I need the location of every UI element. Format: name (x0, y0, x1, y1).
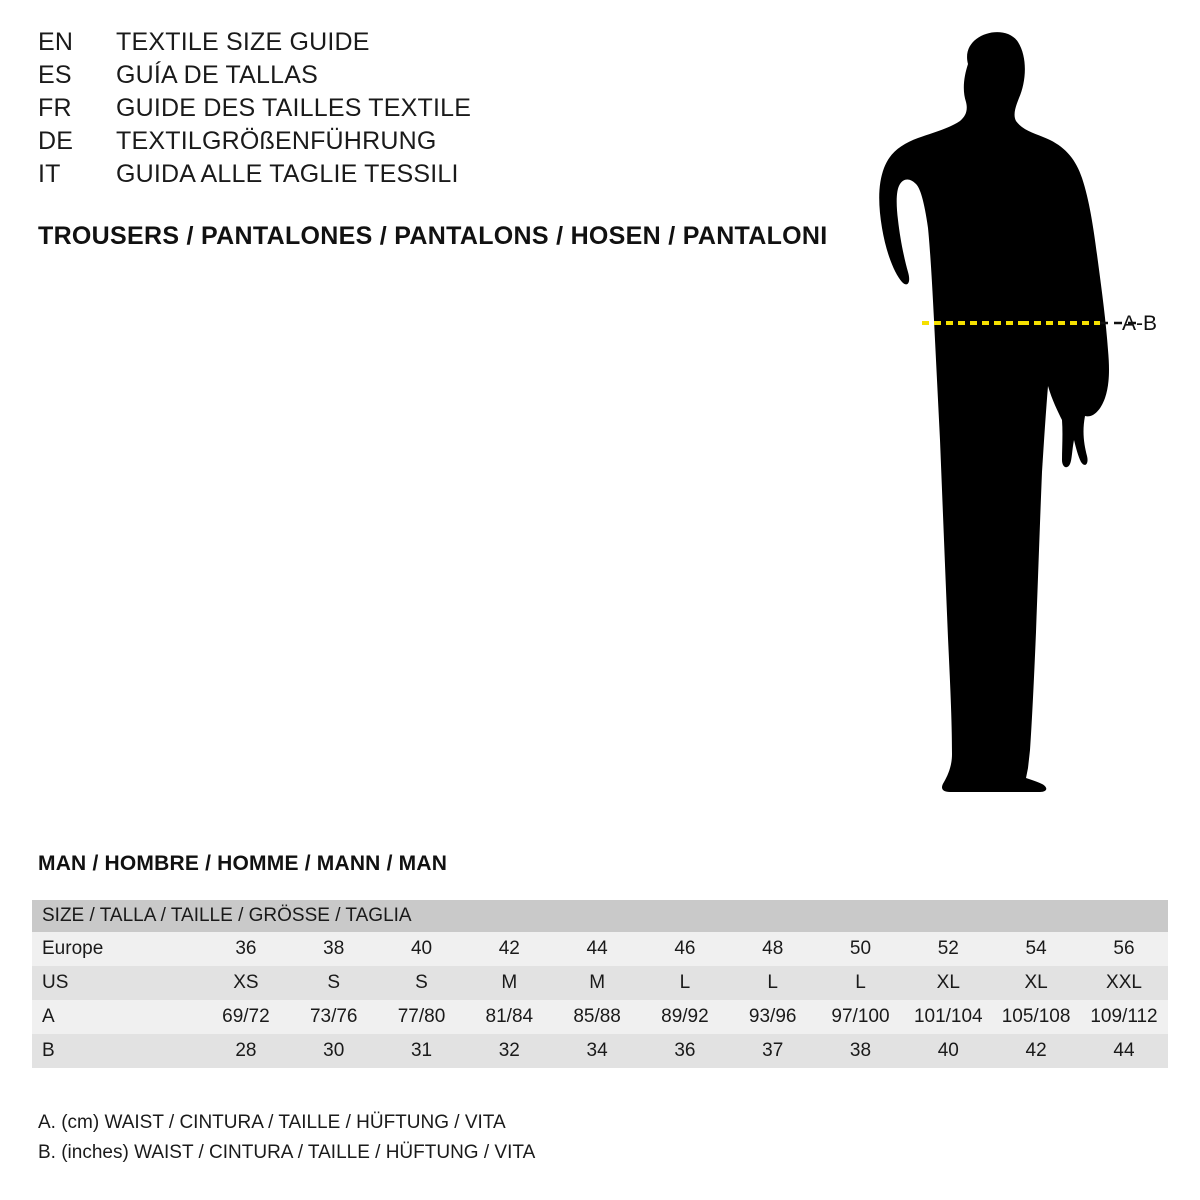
row-label: Europe (32, 932, 202, 966)
garment-title: TROUSERS / PANTALONES / PANTALONS / HOSEN / PANTALONI (38, 222, 828, 250)
cell: 40 (378, 932, 466, 966)
cell: 44 (1080, 1034, 1168, 1068)
cell: 109/112 (1080, 1000, 1168, 1034)
language-row (38, 127, 798, 160)
cell: 54 (992, 932, 1080, 966)
language-code: FR (38, 94, 72, 122)
cell: L (817, 966, 905, 1000)
row-label: A (32, 1000, 202, 1034)
cell: 31 (378, 1034, 466, 1068)
table-header-row (32, 900, 1168, 932)
table-row (32, 1000, 1168, 1034)
cell: 97/100 (817, 1000, 905, 1034)
cell: 28 (202, 1034, 290, 1068)
language-list (38, 28, 798, 193)
figure-illustration (800, 20, 1200, 810)
cell: 48 (729, 932, 817, 966)
cell: XL (904, 966, 992, 1000)
language-row (38, 94, 798, 127)
language-row (38, 28, 798, 61)
cell: XXL (1080, 966, 1168, 1000)
cell: S (378, 966, 466, 1000)
cell: 42 (992, 1034, 1080, 1068)
cell: 81/84 (465, 1000, 553, 1034)
language-code: DE (38, 127, 74, 155)
language-code: IT (38, 160, 61, 188)
cell: L (641, 966, 729, 1000)
cell: 73/76 (290, 1000, 378, 1034)
language-code: EN (38, 28, 74, 56)
cell: M (553, 966, 641, 1000)
language-text: TEXTILGRÖßENFÜHRUNG (116, 127, 437, 155)
cell: 32 (465, 1034, 553, 1068)
cell: XL (992, 966, 1080, 1000)
language-code: ES (38, 61, 72, 89)
cell: 85/88 (553, 1000, 641, 1034)
language-row (38, 160, 798, 193)
row-label: US (32, 966, 202, 1000)
cell: 52 (904, 932, 992, 966)
table-row (32, 966, 1168, 1000)
cell: M (465, 966, 553, 1000)
language-text: GUIDA ALLE TAGLIE TESSILI (116, 160, 459, 188)
table-row (32, 932, 1168, 966)
cell: 89/92 (641, 1000, 729, 1034)
cell: S (290, 966, 378, 1000)
section-label-man: MAN / HOMBRE / HOMME / MANN / MAN (38, 852, 448, 875)
language-text: TEXTILE SIZE GUIDE (116, 28, 370, 56)
table-row (32, 1034, 1168, 1068)
cell: 30 (290, 1034, 378, 1068)
cell: 38 (817, 1034, 905, 1068)
cell: 36 (202, 932, 290, 966)
row-label: B (32, 1034, 202, 1068)
cell: 36 (641, 1034, 729, 1068)
cell: 37 (729, 1034, 817, 1068)
language-text: GUÍA DE TALLAS (116, 61, 318, 89)
cell: 101/104 (904, 1000, 992, 1034)
cell: 42 (465, 932, 553, 966)
cell: 69/72 (202, 1000, 290, 1034)
table-header-title: SIZE / TALLA / TAILLE / GRÖSSE / TAGLIA (32, 900, 1168, 932)
cell: 77/80 (378, 1000, 466, 1034)
language-row (38, 61, 798, 94)
cell: 38 (290, 932, 378, 966)
footnote-a: A. (cm) WAIST / CINTURA / TAILLE / HÜFTUNG / VITA (38, 1112, 506, 1133)
cell: 34 (553, 1034, 641, 1068)
cell: L (729, 966, 817, 1000)
cell: 56 (1080, 932, 1168, 966)
cell: 44 (553, 932, 641, 966)
footnotes (38, 1108, 535, 1168)
cell: XS (202, 966, 290, 1000)
size-table (32, 900, 1168, 1068)
cell: 46 (641, 932, 729, 966)
footnote-b: B. (inches) WAIST / CINTURA / TAILLE / HÜFTUNG / VITA (38, 1142, 536, 1163)
cell: 40 (904, 1034, 992, 1068)
cell: 93/96 (729, 1000, 817, 1034)
man-silhouette (879, 32, 1109, 792)
language-text: GUIDE DES TAILLES TEXTILE (116, 94, 472, 122)
cell: 105/108 (992, 1000, 1080, 1034)
measure-label-ab: A-B (1122, 312, 1158, 335)
cell: 50 (817, 932, 905, 966)
